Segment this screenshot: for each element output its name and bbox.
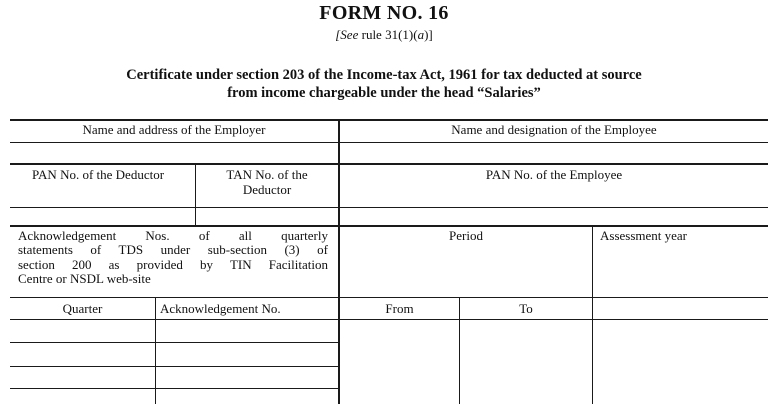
to-header: To	[519, 301, 533, 316]
row-line-quarter-3	[10, 388, 338, 389]
rule-prefix: [See	[335, 27, 359, 42]
row-line-quarter-1	[10, 342, 338, 343]
row-line-pan-value	[10, 225, 768, 227]
row-line-quarter-2	[10, 366, 338, 367]
pan-employee-header: PAN No. of the Employee	[485, 167, 623, 182]
ack-no-header: Acknowledgement No.	[160, 301, 281, 316]
rule-suffix: )]	[424, 27, 433, 42]
rule-letter: a	[417, 27, 425, 42]
column-line-main-divider	[338, 119, 340, 404]
ack-description-line1: Acknowledgement Nos. of all quarterly	[18, 228, 328, 243]
tan-header-line2: Deductor	[242, 182, 292, 197]
row-line-pan-header	[10, 207, 768, 208]
quarter-header: Quarter	[62, 301, 103, 316]
certificate-heading-line1: Certificate under section 203 of the Income-tax Act, 1961 for tax deducted at source	[126, 67, 642, 83]
tan-header-line1: TAN No. of the	[226, 167, 308, 182]
tan-value-cell[interactable]	[197, 209, 337, 224]
employee-name-value-cell[interactable]	[341, 144, 767, 162]
rule-reference	[0, 27, 768, 43]
row-line-ack-block	[10, 297, 768, 298]
row-line-employer-value	[10, 163, 768, 165]
column-line-period-assessment	[592, 226, 593, 404]
form-title: FORM NO. 16	[319, 2, 449, 24]
ack-description-line3: section 200 as provided by TIN Facilitation	[18, 257, 328, 272]
ack-description-line4: Centre or NSDL web-site	[18, 271, 151, 286]
row-line-quarter-header	[10, 319, 768, 320]
employee-name-header: Name and designation of the Employee	[451, 122, 657, 137]
row-line-employer-header	[10, 142, 768, 143]
column-line-quarter-ack	[155, 297, 156, 404]
table-top-border	[10, 119, 768, 121]
ack-description-line2: statements of TDS under sub-section (3) of	[18, 242, 328, 257]
from-header: From	[385, 301, 414, 316]
rule-text: rule 31(1)(	[358, 27, 418, 42]
employer-name-value-cell[interactable]	[11, 144, 337, 162]
certificate-heading-line2: from income chargeable under the head “Salaries”	[227, 85, 541, 101]
assessment-year-header: Assessment year	[600, 228, 688, 243]
pan-deductor-value-cell[interactable]	[11, 209, 194, 224]
period-header: Period	[449, 228, 483, 243]
pan-deductor-header: PAN No. of the Deductor	[32, 167, 165, 182]
pan-employee-value-cell[interactable]	[341, 209, 767, 224]
employer-name-header: Name and address of the Employer	[82, 122, 266, 137]
